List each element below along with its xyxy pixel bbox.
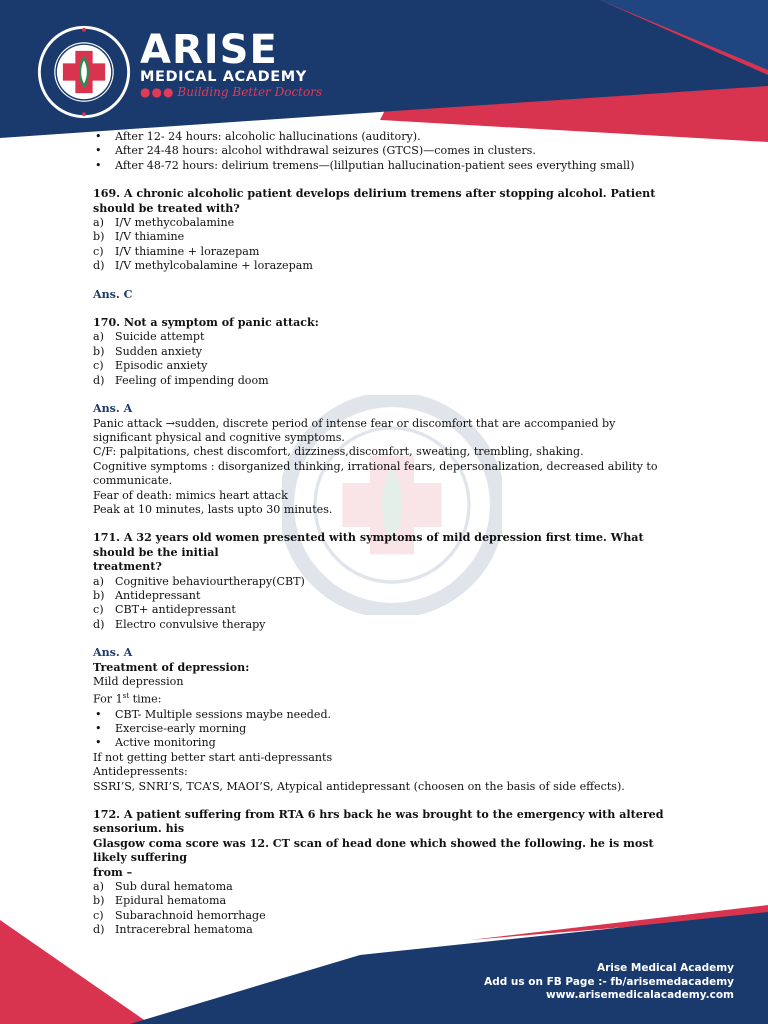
- explanation-line: Fear of death: mimics heart attack: [93, 488, 288, 502]
- brand-title: ARISE: [140, 27, 278, 73]
- list-item: • Active monitoring: [93, 736, 673, 750]
- option-item: a) Sub dural hematoma: [93, 879, 233, 893]
- explanation-line: If not getting better start anti-depressants: [93, 750, 333, 764]
- mild-depression-label: Mild depression: [93, 675, 184, 688]
- document-content: [93, 130, 673, 938]
- question-170: 170. Not a symptom of panic attack:: [93, 316, 319, 330]
- option-item: d) I/V methylcobalamine + lorazepam: [93, 259, 313, 273]
- answer-171: Ans. A: [93, 646, 133, 660]
- option-item: b) Epidural hematoma: [93, 894, 227, 908]
- option-item: a) I/V methycobalamine: [93, 216, 235, 230]
- options-172: [93, 880, 673, 938]
- option-item: c) CBT+ antidepressant: [93, 603, 236, 617]
- option-item: d) Intracerebral hematoma: [93, 923, 253, 937]
- first-time-label: For 1st time:: [93, 692, 162, 707]
- explanation-line: Peak at 10 minutes, lasts upto 30 minutes.: [93, 502, 333, 516]
- option-item: c) Subarachnoid hemorrhage: [93, 908, 266, 922]
- option-item: b) Sudden anxiety: [93, 344, 203, 358]
- option-item: a) Suicide attempt: [93, 330, 205, 344]
- list-item: • After 12- 24 hours: alcoholic hallucinations (auditory).: [93, 130, 673, 144]
- intro-bullet-list: [93, 130, 673, 173]
- brand-tagline: [140, 85, 322, 99]
- option-item: c) Episodic anxiety: [93, 359, 208, 373]
- option-item: a) Cognitive behaviourtherapy(CBT): [93, 574, 305, 588]
- options-170: [93, 330, 673, 388]
- question-172: 172. A patient suffering from RTA 6 hrs back he was brought to the emergency with altered sensorium. his: [93, 807, 664, 836]
- academy-logo-icon: [36, 24, 132, 120]
- answer-170: Ans. A: [93, 402, 133, 416]
- footer-facebook-page: Add us on FB Page :- fb/arisemedacademy: [484, 975, 734, 988]
- option-item: d) Feeling of impending doom: [93, 373, 269, 387]
- explanation-line: Panic attack →sudden, discrete period of intense fear or discomfort that are accompanied by significant physical and cognitive symptoms.: [93, 416, 616, 444]
- option-item: b) Antidepressant: [93, 588, 201, 602]
- question-172-cont: Glasgow coma score was 12. CT scan of head done which showed the following. he is most likely suffering: [93, 836, 654, 865]
- footer-contact: [484, 962, 734, 1003]
- tagline-dots-icon: ●●●: [140, 85, 175, 99]
- list-item: • After 24-48 hours: alcohol withdrawal seizures (GTCS)—comes in clusters.: [93, 144, 673, 158]
- explanation-line: SSRI’S, SNRI’S, TCA’S, MAOI’S, Atypical antidepressant (choosen on the basis of side effects).: [93, 779, 625, 793]
- treatment-bullet-list: [93, 708, 673, 751]
- treatment-heading: Treatment of depression:: [93, 660, 250, 674]
- question-172-cont: from –: [93, 865, 133, 879]
- question-171: 171. A 32 years old women presented with symptoms of mild depression first time. What should be the initial: [93, 531, 644, 559]
- list-item: • CBT- Multiple sessions maybe needed.: [93, 708, 673, 722]
- list-item: • Exercise-early morning: [93, 722, 673, 736]
- answer-169: Ans. C: [93, 287, 133, 301]
- option-item: b) I/V thiamine: [93, 230, 185, 244]
- explanation-line: C/F: palpitations, chest discomfort, dizziness,discomfort, sweating, trembling, shaking.: [93, 445, 584, 459]
- question-171-cont: treatment?: [93, 560, 162, 574]
- tagline-text: Building Better Doctors: [177, 85, 323, 99]
- options-171: [93, 575, 673, 633]
- footer-academy-name: Arise Medical Academy: [596, 962, 734, 974]
- list-item: • After 48-72 hours: delirium tremens—(lillputian hallucination-patient sees everything small): [93, 159, 673, 173]
- options-169: [93, 216, 673, 274]
- option-item: c) I/V thiamine + lorazepam: [93, 244, 260, 258]
- brand-subtitle: MEDICAL ACADEMY: [140, 69, 307, 85]
- footer-website: www.arisemedicalacademy.com: [546, 989, 734, 1001]
- option-item: d) Electro convulsive therapy: [93, 617, 266, 631]
- question-169: 169. A chronic alcoholic patient develops delirium tremens after stopping alcohol. Patient should be treated with?: [93, 187, 656, 215]
- explanation-line: Antidepressents:: [93, 765, 188, 779]
- explanation-line: Cognitive symptoms : disorganized thinking, irrational fears, depersonalization, decreased ability to communicate.: [93, 459, 658, 488]
